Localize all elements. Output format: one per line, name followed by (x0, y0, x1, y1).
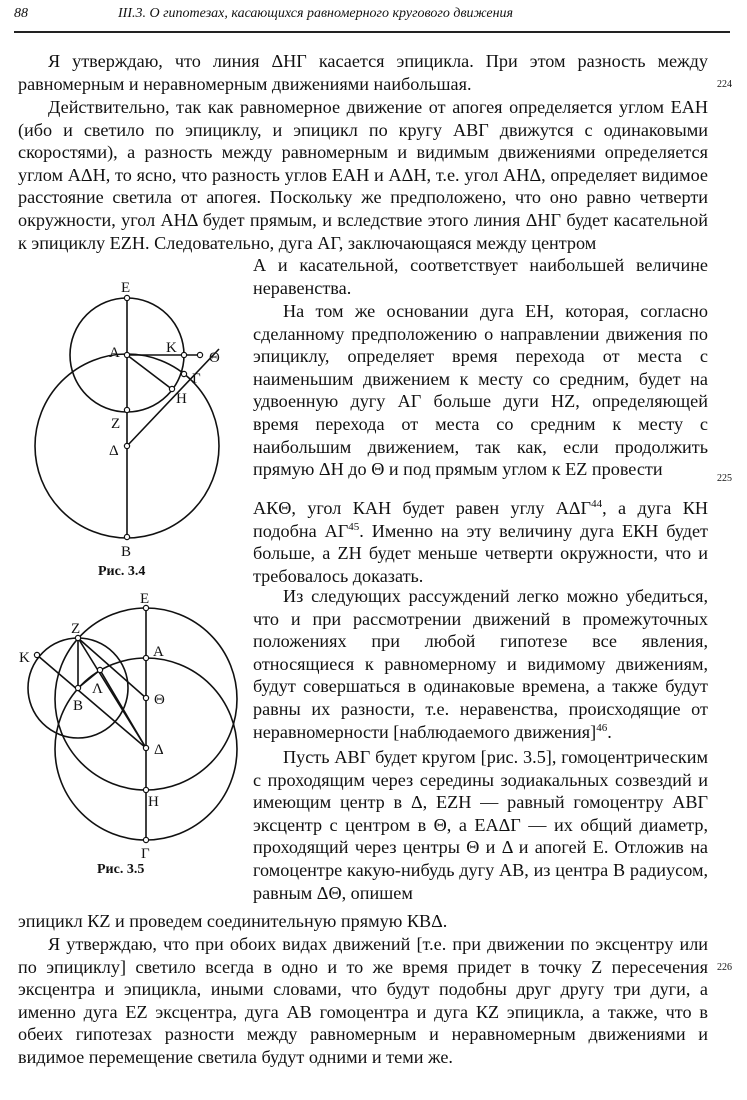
line-AH (127, 355, 173, 390)
margin-number-224: 224 (717, 79, 732, 90)
point-Lambda (97, 667, 102, 672)
label-Gamma: Γ (141, 846, 150, 862)
label-A: A (109, 345, 120, 361)
line-LambdaDelta (100, 670, 146, 748)
point-H (169, 386, 174, 391)
label-Lambda: Λ (92, 681, 103, 697)
margin-number-226: 226 (717, 962, 732, 973)
point-Delta (143, 745, 148, 750)
label-K: K (166, 340, 177, 356)
margin-number-225: 225 (717, 473, 732, 484)
point-Theta (197, 352, 202, 357)
figure-3-5-caption: Рис. 3.5 (97, 862, 145, 877)
footnote-ref-44[interactable]: 44 (591, 497, 603, 510)
point-A (143, 655, 148, 660)
paragraph-5-continuation: эпицикл КZ и проведем соединительную прямую КВΔ. (18, 911, 448, 931)
label-Theta: Θ (209, 350, 220, 366)
footnote-ref-45[interactable]: 45 (348, 520, 360, 533)
paragraph-5: Пусть АВГ будет кругом [рис. 3.5], гомоцентрическим с проходящим через середины зодиакальных созвездий и имеющим центр в Δ, ЕZН — равный гомоцентру АВГ эксцентр с центром в Θ, а ЕАΔГ — их общий диаметр, проходящий через центры Θ и Δ и апогей Е. Отложив на гомоцентре какую-нибудь дугу АВ, из центра В радиусом, равным ΔΘ, опишем (253, 747, 708, 903)
point-Z (124, 407, 129, 412)
label-B: B (121, 544, 132, 560)
label-K: K (19, 650, 30, 666)
running-title: III.3. О гипотезах, касающихся равномерного кругового движения (118, 6, 514, 21)
p3-text-c: , а дуга КН подобна АГ (253, 498, 708, 541)
point-Gamma (181, 371, 186, 376)
page-number: 88 (14, 6, 28, 21)
paragraph-2-continuation: А и касательной, соответствует наибольшей величине неравенства. (253, 255, 708, 298)
point-E (124, 295, 129, 300)
label-A: A (153, 644, 164, 660)
paragraph-4 (253, 585, 708, 743)
figure-3-4 (0, 270, 240, 570)
label-Theta: Θ (154, 692, 165, 708)
point-K (181, 352, 186, 357)
figure-3-5 (0, 590, 250, 870)
label-Gamma: Γ (192, 371, 201, 387)
label-B: B (73, 698, 84, 714)
paragraph-6: Я утверждаю, что при обоих видах движений [т.е. при движении по эксцентру или по эпициклу] светило всегда в одно и то же время придет в точку Z пересечения эксцентра и эпицикла, иными словами, что будут подобны друг другу три дуги, а именно дуга ЕZ эксцентра, дуга АВ гомоцентра и дуга КZ эпицикла, а также, что в обеих гипотезах разности между равномерным и неравномерным движениями и видимое перемещение светила будут одними и теми же. (18, 934, 708, 1067)
point-B (124, 534, 129, 539)
label-Z: Z (71, 621, 81, 637)
paragraph-1: Я утверждаю, что линия ΔНГ касается эпицикла. При этом разность между равномерным и неравномерным движениями наибольшая. (18, 51, 708, 94)
footnote-ref-46[interactable]: 46 (596, 721, 608, 734)
p4-text: Из следующих рассуждений легко можно убедиться, что и при рассмотрении движений в промежуточных положениях при любой гипотезе все явления, относящиеся к равномерному и видимому движениям, будут совершаться в одинаковые времена, а также будут равны их разности, т.е. неравенства, происходящие от неравномерности [наблюдаемого движения] (253, 586, 708, 742)
label-H: H (176, 391, 187, 407)
line-KBDelta (37, 655, 146, 748)
label-H: H (148, 794, 159, 810)
label-Delta: Δ (154, 742, 164, 758)
p4-end: . (607, 721, 612, 742)
p3-text-d: . Именно на эту величину дуга ЕКН будет больше, а ZН будет меньше четверти окружности, что и требовалось доказать. (253, 520, 709, 586)
paragraph-3: На том же основании дуга ЕН, которая, согласно сделанному предположению о направлении движения по эпициклу, определяет время перехода от места с наименьшим движением к месту со средним, будет на удвоенную дугу АГ больше дуги НZ, определяющей время перехода от места со средним к месту с наибольшим движением, так как, если продолжить прямую ΔН до Θ и под прямым углом к ЕZ провести (253, 301, 708, 480)
label-Delta: Δ (109, 443, 119, 459)
label-E: E (140, 591, 150, 607)
label-Z: Z (111, 416, 121, 432)
paragraph-3-part-2 (253, 497, 708, 587)
point-Theta (143, 695, 148, 700)
figure-3-4-caption: Рис. 3.4 (98, 564, 146, 579)
point-Delta (124, 443, 129, 448)
point-B (75, 685, 80, 690)
point-K (34, 652, 39, 657)
point-Gamma (143, 837, 148, 842)
point-A (124, 352, 129, 357)
label-E: E (121, 280, 131, 296)
header-rule (14, 31, 730, 33)
page-header (14, 2, 732, 28)
p3-text-b: АКΘ, угол КАН будет равен углу АΔГ (253, 498, 592, 518)
point-H (143, 787, 148, 792)
paragraph-2: Действительно, так как равномерное движение от апогея определяется углом ЕАН (ибо и светило по эпициклу, и эпицикл по кругу АВГ движутся с одинаковыми скоростями), а разность между равномерным и видимым движениями определяется углом АΔН, то ясно, что разность углов ЕАН и АΔН, т.е. угол АНΔ, определяет видимое расстояние светила от апогея. Поскольку же предположено, что оно равно четверти окружности, угол АНΔ будет прямым, и вследствие этого линия ΔНГ будет касательной к эпициклу ЕZН. Следовательно, дуга АГ, заключающаяся между центром (18, 97, 708, 253)
